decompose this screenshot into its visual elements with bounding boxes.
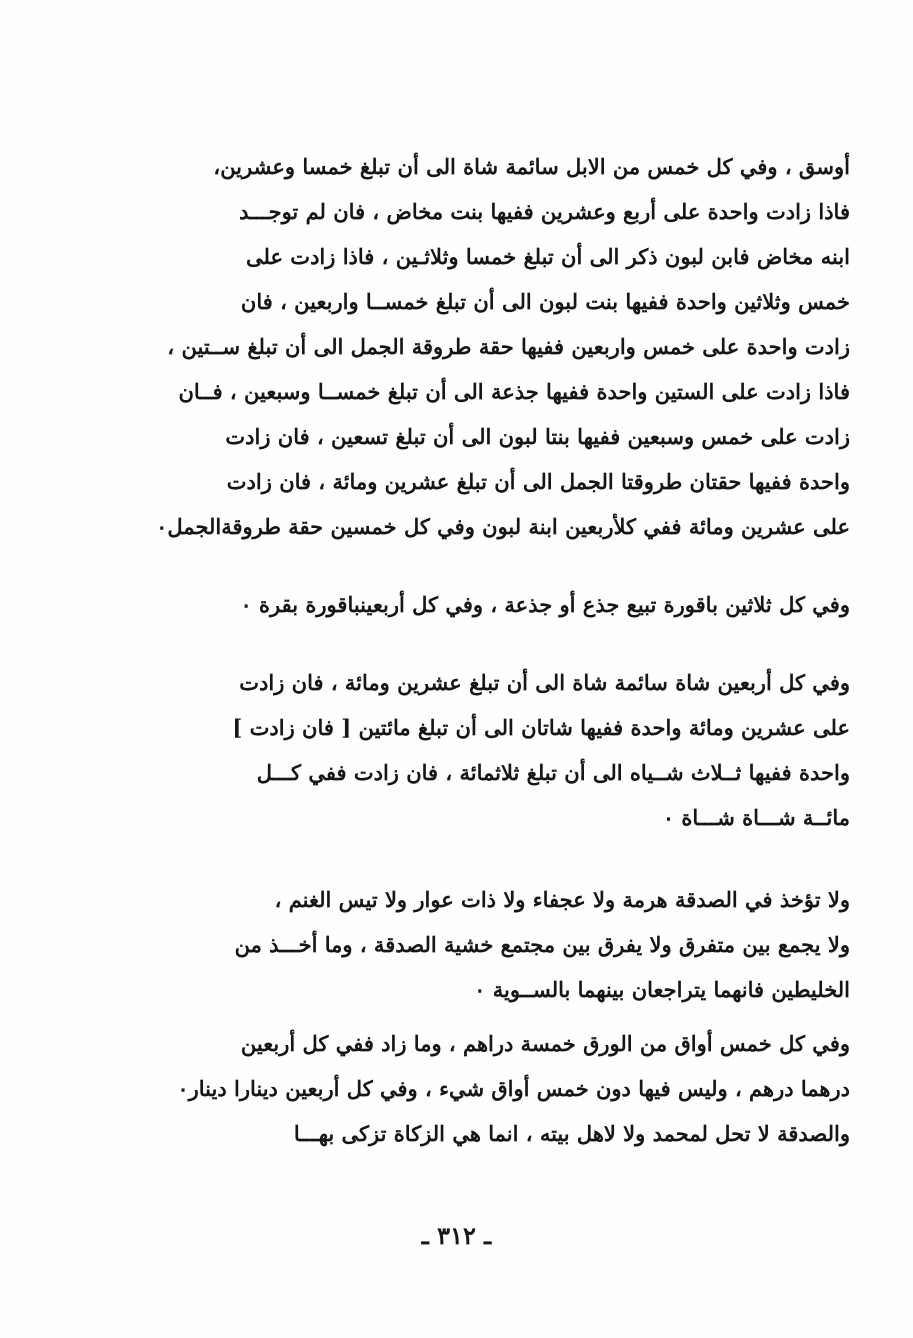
text-line: ابنه مخاض فابن لبون ذكر الى أن تبلغ خمسا وثلاثـين ، فاذا زادت على [246,244,850,269]
paragraph-exclusions [140,877,850,1012]
text-line: والصدقة لا تحل لمحمد ولا لاهل بيته ، انما هي الزكاة تزكى بهـــا [293,1121,850,1146]
text-line: وفي كل ثلاثين باقورة تبيع جذع أو جذعة ، وفي كل أربعينباقورة بقرة ٠ [240,592,850,617]
text-line: زادت واحدة على خمس واربعين ففيها حقة طروقة الجمل الى أن تبلغ ســتين ، [167,334,850,359]
text-line: على عشرين ومائة واحدة ففيها شاتان الى أن تبلغ مائتين [ فان زادت ] [232,715,850,740]
text-line: مائــة شـــاة شـــاة ٠ [662,805,850,830]
text-line: درهما درهم ، وليس فيها دون خمس أواق شيء ، وفي كل أربعين دينارا دينار٠ [177,1076,850,1101]
text-line: واحدة ففيها حقتان طروقتا الجمل الى أن تبلغ عشرين ومائة ، فان زادت [226,469,850,494]
text-line: فاذا زادت واحدة على أربع وعشرين ففيها بنت مخاض ، فان لم توجـــد [239,199,850,224]
text-line: واحدة ففيها ثــلاث شــياه الى أن تبلغ ثلاثمائة ، فان زادت ففي كـــل [256,760,850,785]
paragraph-silver-gold [140,1021,850,1156]
text-line: على عشرين ومائة ففي كلأربعين ابنة لبون وفي كل خمسين حقة طروقةالجمل٠ [156,514,850,539]
text-line: خمس وثلاثين واحدة ففيها بنت لبون الى أن تبلغ خمســا واربعين ، فان [240,289,850,314]
paragraph-sheep [140,660,850,840]
page-number: ـ ٣١٢ ـ [421,1221,492,1250]
text-line: ولا يجمع بين متفرق ولا يفرق بين مجتمع خشية الصدقة ، وما أخـــذ من [234,932,850,957]
text-line: فاذا زادت على الستين واحدة ففيها جذعة الى أن تبلغ خمســا وسبعين ، فــان [178,379,850,404]
text-line: أوسق ، وفي كل خمس من الابل سائمة شاة الى أن تبلغ خمسا وعشرين، [213,154,850,179]
text-line: ولا تؤخذ في الصدقة هرمة ولا عجفاء ولا ذات عوار ولا تيس الغنم ، [274,887,850,912]
text-line: زادت على خمس وسبعين ففيها بنتا لبون الى أن تبلغ تسعين ، فان زادت [225,424,850,449]
paragraph-cattle [140,582,850,627]
text-line: الخليطين فانهما يتراجعان بينهما بالســوية ٠ [474,977,850,1002]
paragraph-camels [140,144,850,549]
text-line: وفي كل خمس أواق من الورق خمسة دراهم ، وما زاد ففي كل أربعين [240,1031,850,1056]
text-line: وفي كل أربعين شاة سائمة شاة الى أن تبلغ عشرين ومائة ، فان زادت [239,670,850,695]
